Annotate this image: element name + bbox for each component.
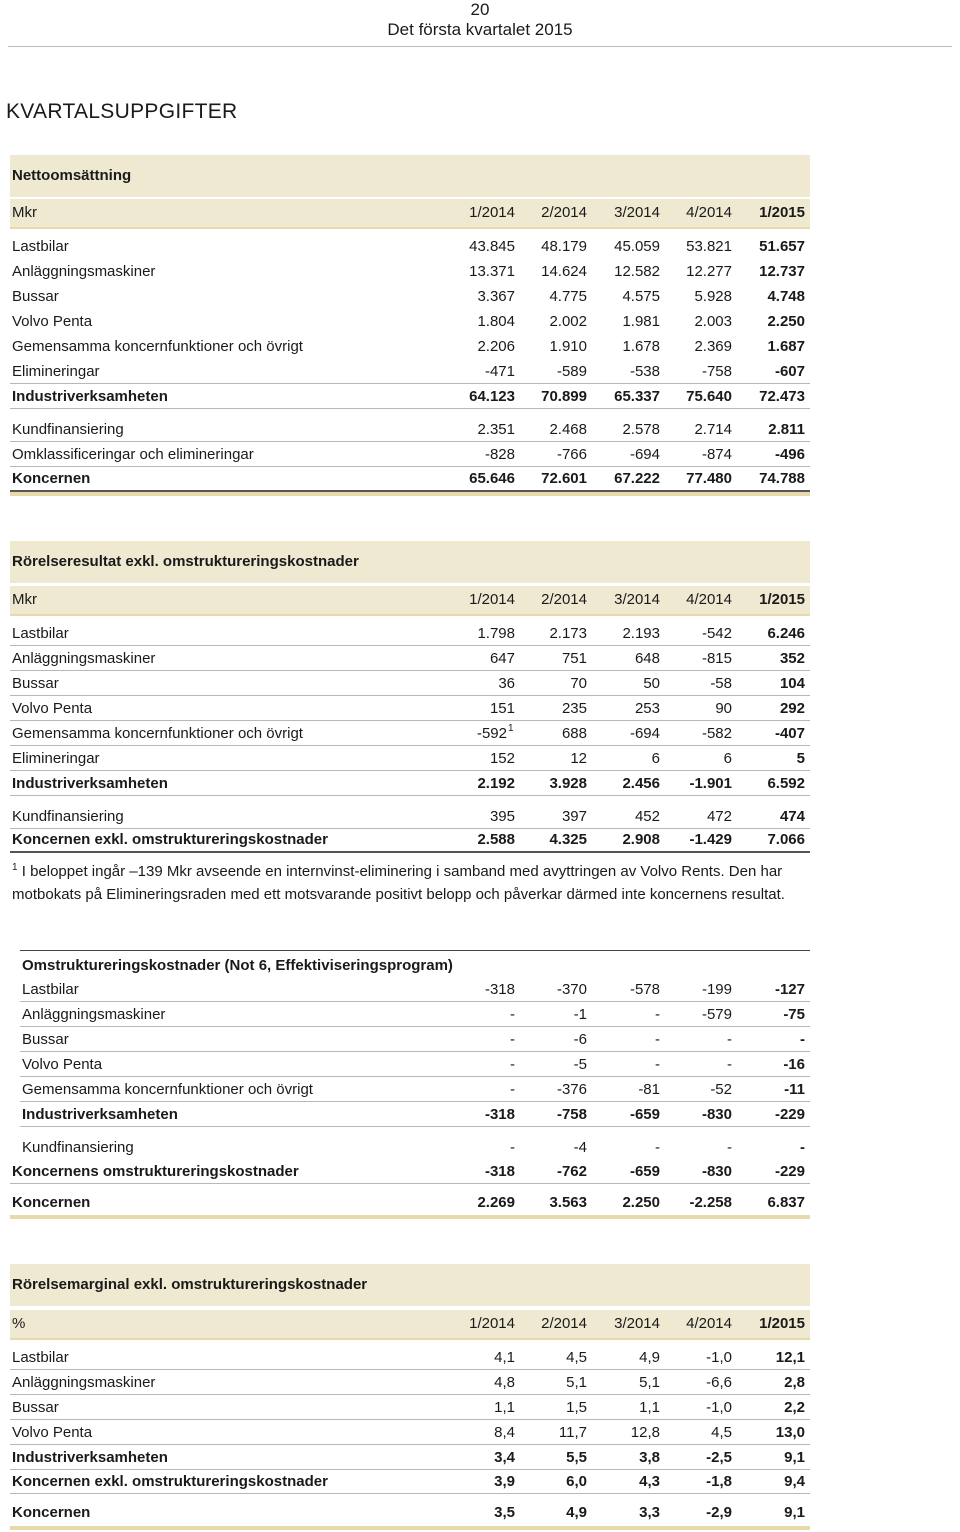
table-cell: 2,8	[784, 1374, 805, 1391]
page-number: 20	[470, 0, 490, 19]
table-cell: -694	[629, 725, 660, 742]
table-cell: 2.003	[694, 313, 732, 330]
table-row	[10, 746, 810, 771]
table-cell: 4,5	[711, 1424, 732, 1441]
table-cell: 9,1	[784, 1449, 805, 1466]
table-cell: 6.837	[767, 1194, 805, 1211]
table-cell: -496	[774, 446, 805, 463]
table-cell: -1.901	[689, 775, 732, 792]
table-cell: 5.928	[694, 288, 732, 305]
table-cell: -758	[701, 363, 732, 380]
section-underline	[10, 1215, 810, 1219]
table-cell: -538	[629, 363, 660, 380]
table-cell: 53.821	[686, 238, 732, 255]
row-label: Elimineringar	[12, 363, 100, 380]
table-cell: 3.563	[549, 1194, 587, 1211]
table-cell: 2.908	[622, 831, 660, 848]
section-divider	[20, 950, 810, 951]
table-row	[20, 1102, 810, 1127]
table-cell: 2.588	[477, 831, 515, 848]
table-cell: 6.246	[767, 625, 805, 642]
table-cell: 3,8	[639, 1449, 660, 1466]
table-cell: 2.250	[767, 313, 805, 330]
table-cell: 151	[489, 700, 515, 717]
table-row	[10, 721, 810, 746]
table-cell: 397	[561, 808, 587, 825]
table-cell: -	[510, 1139, 515, 1156]
table-cell: 647	[489, 650, 515, 667]
table-row	[10, 646, 810, 671]
table-cell: 12.737	[759, 263, 805, 280]
footnote	[12, 856, 812, 906]
row-label: Anläggningsmaskiner	[12, 1374, 156, 1391]
page-heading: KVARTALSUPPGIFTER	[6, 100, 238, 123]
table-cell: -318	[484, 981, 515, 998]
column-header-row	[10, 586, 810, 616]
table-cell: 2.269	[477, 1194, 515, 1211]
table-row	[10, 259, 810, 283]
section-underline	[10, 492, 810, 496]
row-label: Elimineringar	[12, 750, 100, 767]
table-cell: -16	[783, 1056, 805, 1073]
table-cell: -370	[556, 981, 587, 998]
table-cell: 5,5	[566, 1449, 587, 1466]
table-cell: -1,8	[706, 1473, 732, 1490]
row-label: Gemensamma koncernfunktioner och övrigt	[22, 1081, 313, 1098]
section-underline	[10, 1526, 810, 1530]
table-cell: -607	[774, 363, 805, 380]
column-header: 1/2015	[759, 204, 805, 221]
table-cell: -694	[629, 446, 660, 463]
row-label: Lastbilar	[22, 981, 79, 998]
table-row	[10, 1345, 810, 1370]
row-label: Volvo Penta	[12, 1424, 93, 1441]
table-cell: 12,1	[775, 1349, 805, 1366]
table-cell: 2.351	[477, 421, 515, 438]
table-cell: 12	[570, 750, 587, 767]
column-header: 2/2014	[541, 204, 587, 221]
table-cell: -229	[774, 1106, 805, 1123]
table-row	[10, 417, 810, 442]
table-cell: 1.798	[477, 625, 515, 642]
row-label: Koncernens omstruktureringskostnader	[12, 1163, 299, 1180]
column-header: 3/2014	[614, 591, 660, 608]
table-cell: -318	[484, 1163, 515, 1180]
table-cell: 13.371	[469, 263, 515, 280]
table-cell: -	[510, 1056, 515, 1073]
footnote-mark: 1	[12, 862, 18, 873]
row-label: Gemensamma koncernfunktioner och övrigt	[12, 338, 303, 355]
column-header: 4/2014	[686, 204, 732, 221]
table-cell: -766	[556, 446, 587, 463]
row-label: Volvo Penta	[12, 700, 93, 717]
row-label: Volvo Penta	[22, 1056, 103, 1073]
table-cell: 8,4	[494, 1424, 515, 1441]
table-row	[20, 977, 810, 1002]
table-cell: -	[510, 1006, 515, 1023]
table-cell: 6	[651, 750, 660, 767]
table-cell: 4.575	[622, 288, 660, 305]
table-cell: -	[800, 1031, 805, 1048]
table-cell: -81	[638, 1081, 660, 1098]
table-row	[10, 1370, 810, 1395]
row-label: Koncernen	[12, 470, 91, 487]
table-cell: 72.473	[759, 388, 805, 405]
column-header: 1/2014	[469, 204, 515, 221]
table-cell: -874	[701, 446, 732, 463]
table-cell: 3,4	[494, 1449, 515, 1466]
column-header: 1/2015	[759, 1315, 805, 1332]
section-title: Rörelseresultat exkl. omstruktureringskostnader	[12, 553, 359, 570]
table-cell: 51.657	[759, 238, 805, 255]
footnote-ref: 1	[508, 723, 514, 734]
table-cell: -4	[573, 1139, 587, 1156]
table-cell: 4.325	[549, 831, 587, 848]
table-row	[10, 1469, 810, 1494]
table-cell: -	[655, 1006, 660, 1023]
table-row	[10, 284, 810, 308]
table-cell: 9,1	[784, 1504, 805, 1521]
table-cell: 472	[706, 808, 732, 825]
section-title: Nettoomsättning	[12, 167, 132, 184]
table-cell: 253	[634, 700, 660, 717]
table-cell: -75	[783, 1006, 805, 1023]
row-label: Bussar	[12, 675, 59, 692]
table-cell: 1.804	[477, 313, 515, 330]
row-label: Kundfinansiering	[22, 1139, 134, 1156]
table-cell: 6	[723, 750, 732, 767]
table-cell: -	[510, 1081, 515, 1098]
table-cell: 292	[779, 700, 805, 717]
unit-label: Mkr	[12, 591, 37, 608]
table-cell: -1,0	[706, 1349, 732, 1366]
table-cell: 1,1	[494, 1399, 515, 1416]
table-cell: 2.714	[694, 421, 732, 438]
table-row	[10, 442, 810, 467]
row-label: Bussar	[22, 1031, 69, 1048]
table-cell: 4,8	[494, 1374, 515, 1391]
table-cell: 50	[643, 675, 660, 692]
table-cell: 1,1	[639, 1399, 660, 1416]
table-cell: 2.002	[549, 313, 587, 330]
column-header: 2/2014	[541, 1315, 587, 1332]
table-cell: 2.468	[549, 421, 587, 438]
table-cell: 1,5	[566, 1399, 587, 1416]
table-cell: -199	[701, 981, 732, 998]
table-cell: 43.845	[469, 238, 515, 255]
row-label: Industriverksamheten	[12, 775, 168, 792]
row-label: Bussar	[12, 288, 59, 305]
table-row	[20, 1052, 810, 1077]
table-cell: 12,8	[630, 1424, 660, 1441]
header-divider	[8, 46, 952, 47]
table-cell: 3,3	[639, 1504, 660, 1521]
table-row	[10, 466, 810, 492]
table-cell: 36	[498, 675, 515, 692]
table-cell: 48.179	[541, 238, 587, 255]
table-cell: 74.788	[759, 470, 805, 487]
table-cell: 67.222	[614, 470, 660, 487]
table-cell: -52	[710, 1081, 732, 1098]
table-cell: 64.123	[469, 388, 515, 405]
table-cell: 6.592	[767, 775, 805, 792]
table-cell: 6,0	[566, 1473, 587, 1490]
table-row	[10, 1500, 810, 1524]
table-cell: 65.337	[614, 388, 660, 405]
table-cell: -	[800, 1139, 805, 1156]
column-header: 1/2014	[469, 1315, 515, 1332]
table-cell: -1.429	[689, 831, 732, 848]
table-cell: 2.369	[694, 338, 732, 355]
table-cell: 4,3	[639, 1473, 660, 1490]
table-cell: -127	[774, 981, 805, 998]
table-cell: 4,5	[566, 1349, 587, 1366]
column-header-row	[10, 199, 810, 229]
table-cell: 1.981	[622, 313, 660, 330]
table-cell: 11,7	[558, 1424, 587, 1441]
table-cell: 72.601	[541, 470, 587, 487]
table-cell: -2,5	[706, 1449, 732, 1466]
column-header: 4/2014	[686, 1315, 732, 1332]
table-cell: -6	[573, 1031, 587, 1048]
table-cell: 104	[779, 675, 805, 692]
table-cell: 688	[561, 725, 587, 742]
table-cell: -830	[701, 1106, 732, 1123]
table-cell: 4.748	[767, 288, 805, 305]
table-cell: 3,9	[494, 1473, 515, 1490]
table-cell: -758	[556, 1106, 587, 1123]
table-row	[10, 359, 810, 384]
table-cell: 45.059	[614, 238, 660, 255]
table-cell: -1,0	[706, 1399, 732, 1416]
table-row	[10, 234, 810, 258]
table-cell: 5	[796, 750, 805, 767]
table-row	[10, 771, 810, 796]
row-label: Koncernen	[12, 1194, 91, 1211]
section-title-nettoomsattning	[10, 155, 810, 197]
table-cell: 2.456	[622, 775, 660, 792]
section-title: Omstruktureringskostnader (Not 6, Effektiviseringsprogram)	[22, 957, 453, 974]
table-row	[10, 1420, 810, 1445]
column-header-row	[10, 1310, 810, 1340]
table-cell: -828	[484, 446, 515, 463]
row-label: Kundfinansiering	[12, 421, 124, 438]
table-row	[10, 384, 810, 409]
table-cell: 395	[489, 808, 515, 825]
table-cell: -	[655, 1056, 660, 1073]
row-label: Koncernen exkl. omstruktureringskostnader	[12, 1473, 328, 1490]
table-cell: -815	[701, 650, 732, 667]
unit-label: Mkr	[12, 204, 37, 221]
table-cell: -407	[774, 725, 805, 742]
table-cell: 2.250	[622, 1194, 660, 1211]
row-label: Gemensamma koncernfunktioner och övrigt	[12, 725, 303, 742]
table-cell: 70.899	[541, 388, 587, 405]
table-cell: -589	[556, 363, 587, 380]
table-row	[20, 1077, 810, 1102]
table-row	[20, 1027, 810, 1052]
table-cell: -5	[573, 1056, 587, 1073]
table-row	[20, 1002, 810, 1027]
column-header: 2/2014	[541, 591, 587, 608]
table-cell: 2.206	[477, 338, 515, 355]
column-header: 1/2015	[759, 591, 805, 608]
table-cell: -2.258	[689, 1194, 732, 1211]
table-row	[10, 804, 810, 829]
table-cell: -659	[629, 1163, 660, 1180]
table-cell: -	[510, 1031, 515, 1048]
row-label: Lastbilar	[12, 238, 69, 255]
table-cell: 4,9	[566, 1504, 587, 1521]
table-cell: -6,6	[706, 1374, 732, 1391]
column-header: 3/2014	[614, 204, 660, 221]
table-cell: -376	[556, 1081, 587, 1098]
table-cell: 1.687	[767, 338, 805, 355]
table-row	[20, 1135, 810, 1159]
table-row	[10, 696, 810, 721]
table-cell: -578	[629, 981, 660, 998]
table-cell: -471	[484, 363, 515, 380]
table-cell: -	[727, 1031, 732, 1048]
table-cell: 77.480	[686, 470, 732, 487]
table-cell: -	[655, 1031, 660, 1048]
row-label: Koncernen exkl. omstruktureringskostnader	[12, 831, 328, 848]
table-cell: 3,5	[494, 1504, 515, 1521]
table-cell: -	[727, 1056, 732, 1073]
table-cell: -2,9	[706, 1504, 732, 1521]
table-cell: 12.582	[614, 263, 660, 280]
row-label: Koncernen	[12, 1504, 91, 1521]
table-cell: 2.811	[768, 421, 805, 438]
table-cell: 648	[634, 650, 660, 667]
table-cell: -11	[784, 1081, 805, 1098]
table-cell: 14.624	[541, 263, 587, 280]
table-row	[10, 827, 810, 853]
table-cell: 90	[715, 700, 732, 717]
table-cell: -229	[774, 1163, 805, 1180]
footnote-text: I beloppet ingår –139 Mkr avseende en internvinst-eliminering i samband med avyttringen av Volvo Rents. Den har motbokats på Elimineringsraden med ett motsvarande positivt belopp och påverkar därmed inte koncernens resultat.	[12, 863, 785, 903]
table-cell: 4,1	[494, 1349, 515, 1366]
table-row	[10, 1190, 810, 1214]
table-cell: 7.066	[767, 831, 805, 848]
row-label: Industriverksamheten	[12, 1449, 168, 1466]
table-cell: -	[727, 1139, 732, 1156]
table-cell: 65.646	[469, 470, 515, 487]
row-label: Volvo Penta	[12, 313, 93, 330]
section-title-rorelseresultat	[10, 541, 810, 583]
row-label: Bussar	[12, 1399, 59, 1416]
table-cell: 235	[561, 700, 587, 717]
table-row	[10, 1159, 810, 1184]
row-label: Industriverksamheten	[22, 1106, 178, 1123]
column-header: 3/2014	[614, 1315, 660, 1332]
table-cell: 751	[561, 650, 587, 667]
table-cell: 9,4	[784, 1473, 805, 1490]
table-cell: 12.277	[686, 263, 732, 280]
table-cell: 1.678	[622, 338, 660, 355]
table-cell: 474	[779, 808, 805, 825]
table-cell: 352	[779, 650, 805, 667]
section-title-omstrukturering	[20, 953, 810, 977]
table-cell: 2,2	[784, 1399, 805, 1416]
row-label: Anläggningsmaskiner	[12, 263, 156, 280]
table-cell: -830	[701, 1163, 732, 1180]
table-cell: 3.367	[477, 288, 515, 305]
table-row	[10, 309, 810, 333]
table-cell: 3.928	[549, 775, 587, 792]
table-cell: -592	[476, 725, 507, 742]
section-title: Rörelsemarginal exkl. omstruktureringskostnader	[12, 1276, 368, 1293]
table-cell: 75.640	[686, 388, 732, 405]
row-label: Anläggningsmaskiner	[22, 1006, 166, 1023]
table-cell: 13,0	[775, 1424, 805, 1441]
table-cell: 5,1	[639, 1374, 660, 1391]
table-cell: 4.775	[549, 288, 587, 305]
row-label: Anläggningsmaskiner	[12, 650, 156, 667]
row-label: Lastbilar	[12, 1349, 69, 1366]
section-title-rorelsemarginal	[10, 1264, 810, 1306]
unit-label: %	[12, 1315, 26, 1332]
table-cell: -1	[573, 1006, 587, 1023]
table-cell: 452	[634, 808, 660, 825]
table-cell: 70	[570, 675, 587, 692]
table-cell: -582	[701, 725, 732, 742]
row-label: Kundfinansiering	[12, 808, 124, 825]
table-row	[10, 1395, 810, 1420]
table-row	[10, 334, 810, 358]
column-header: 1/2014	[469, 591, 515, 608]
table-cell: 152	[489, 750, 515, 767]
table-cell: -318	[484, 1106, 515, 1123]
table-row	[10, 671, 810, 696]
table-cell: -542	[701, 625, 732, 642]
table-row	[10, 1445, 810, 1470]
row-label: Lastbilar	[12, 625, 69, 642]
table-cell: 2.193	[622, 625, 660, 642]
page-subtitle: Det första kvartalet 2015	[387, 20, 573, 39]
table-cell: -762	[556, 1163, 587, 1180]
table-cell: -659	[629, 1106, 660, 1123]
table-cell: -579	[701, 1006, 732, 1023]
row-label: Industriverksamheten	[12, 388, 168, 405]
table-cell: 4,9	[639, 1349, 660, 1366]
table-cell: -	[655, 1139, 660, 1156]
table-cell: 2.173	[549, 625, 587, 642]
table-cell: -58	[710, 675, 732, 692]
table-cell: 2.578	[622, 421, 660, 438]
table-row	[10, 621, 810, 646]
column-header: 4/2014	[686, 591, 732, 608]
table-cell: 5,1	[566, 1374, 587, 1391]
row-label: Omklassificeringar och elimineringar	[12, 446, 254, 463]
table-cell: 1.910	[549, 338, 587, 355]
table-cell: 2.192	[477, 775, 515, 792]
